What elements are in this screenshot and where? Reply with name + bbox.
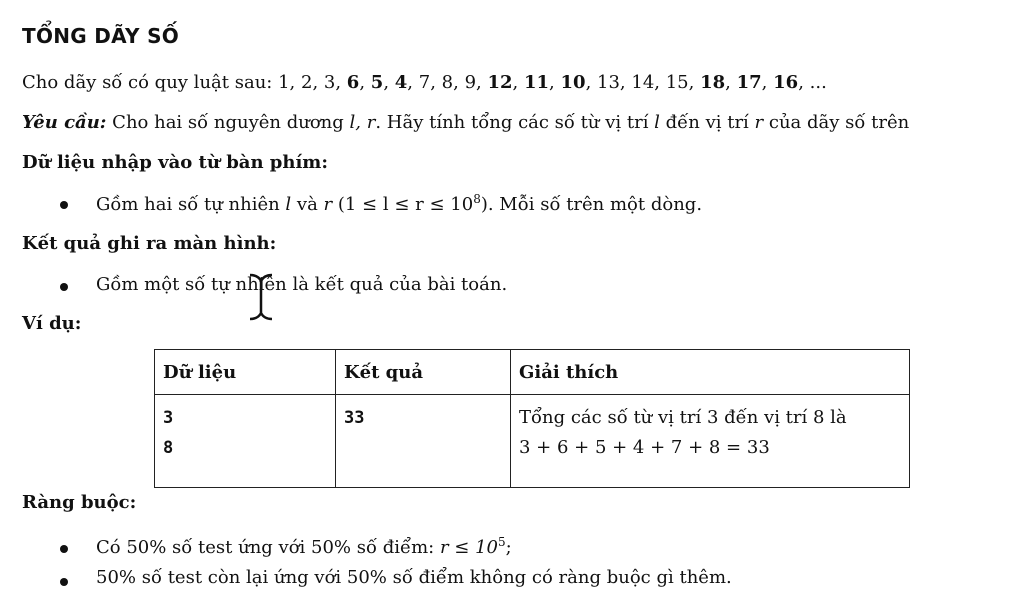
sequence-separator: , [619, 72, 632, 93]
sequence-number: 6 [346, 72, 360, 93]
bullet-dot [60, 545, 68, 553]
input-line: 3 [163, 408, 174, 428]
header-explain: Giải thích [511, 350, 910, 395]
constraints-heading: Ràng buộc: [22, 492, 137, 513]
requirement-text: Cho hai số nguyên dương [106, 112, 350, 133]
explain-math: 3 + 6 + 5 + 4 + 7 + 8 = 33 [519, 437, 770, 458]
bullet-dot [60, 201, 68, 209]
bullet-dot [60, 578, 68, 586]
input-var-l: l [285, 194, 292, 215]
cell-explain [511, 395, 910, 488]
requirement-var-r: r [754, 112, 764, 133]
header-input: Dữ liệu [155, 350, 336, 395]
table-header-row [155, 350, 910, 395]
sequence-separator: , [335, 72, 347, 93]
sequence-number: 14 [631, 72, 655, 93]
sequence-number: 18 [700, 72, 726, 93]
example-heading: Ví dụ: [22, 313, 82, 334]
constraint-text: ; [505, 537, 512, 558]
sequence-separator: , [761, 72, 774, 93]
sequence-number: 17 [736, 72, 762, 93]
sequence-separator: , [725, 72, 737, 93]
table-row [155, 395, 910, 488]
sequence-number: 2 [300, 72, 313, 93]
sequence-number: 10 [560, 72, 586, 93]
sequence-separator: , [289, 72, 301, 93]
input-text: và [291, 194, 324, 215]
sequence-number: 11 [523, 72, 550, 93]
input-constraint: (1 ≤ l ≤ r ≤ 10 [332, 194, 474, 215]
requirement-text: . Hãy tính tổng các số từ vị trí [375, 112, 655, 133]
intro-suffix: , ... [798, 72, 827, 93]
constraint-text: Có 50% số test ứng với 50% số điểm: [96, 537, 440, 558]
input-line: 8 [163, 438, 174, 458]
constraint-item-2: 50% số test còn lại ứng với 50% số điểm không có ràng buộc gì thêm. [96, 567, 732, 588]
sequence-separator: , [407, 72, 419, 93]
constraint-item-1 [96, 535, 512, 558]
sequence-number: 8 [441, 72, 454, 93]
explain-line: Tổng các số từ vị trí 3 đến vị trí 8 là [519, 407, 847, 428]
page-title: TỔNG DÃY SỐ [22, 24, 180, 48]
requirement-label: Yêu cầu: [22, 112, 107, 133]
cell-result: 33 [336, 395, 511, 488]
intro-prefix: Cho dãy số có quy luật sau: [22, 72, 279, 93]
input-text: ). Mỗi số trên một dòng. [480, 194, 703, 215]
requirement-line [22, 112, 909, 133]
sequence-separator: , [476, 72, 488, 93]
requirement-text: của dãy số trên [763, 112, 910, 133]
example-table [154, 349, 910, 488]
sequence-separator: , [512, 72, 524, 93]
sequence-number: 9 [464, 72, 477, 93]
sequence-number: 1 [278, 72, 290, 93]
sequence-separator: , [453, 72, 465, 93]
constraint-math: r ≤ 10 [439, 537, 498, 558]
intro-line [22, 72, 827, 93]
input-text: Gồm hai số tự nhiên [96, 194, 286, 215]
sequence [278, 72, 798, 93]
sequence-number: 12 [487, 72, 513, 93]
sequence-separator: , [430, 72, 442, 93]
sequence-separator: , [654, 72, 666, 93]
cell-input [155, 395, 336, 488]
sequence-separator: , [312, 72, 324, 93]
sequence-separator: , [383, 72, 395, 93]
sequence-separator: , [585, 72, 598, 93]
sequence-number: 3 [323, 72, 336, 93]
requirement-vars: l, r [349, 112, 376, 133]
constraint-exponent: 5 [497, 535, 506, 549]
text-cursor-icon [248, 272, 274, 322]
requirement-text: đến vị trí [659, 112, 755, 133]
sequence-number: 5 [370, 72, 384, 93]
sequence-separator: , [549, 72, 561, 93]
input-heading: Dữ liệu nhập vào từ bàn phím: [22, 152, 328, 173]
sequence-number: 15 [665, 72, 689, 93]
output-heading: Kết quả ghi ra màn hình: [22, 233, 277, 254]
sequence-number: 4 [394, 72, 408, 93]
header-result: Kết quả [336, 350, 511, 395]
input-exponent: 8 [473, 192, 481, 206]
input-var-r: r [323, 194, 333, 215]
input-bullet [96, 192, 702, 215]
sequence-number: 13 [597, 72, 620, 93]
sequence-separator: , [359, 72, 371, 93]
sequence-number: 16 [773, 72, 799, 93]
output-bullet: Gồm một số tự nhiên là kết quả của bài toán. [96, 274, 508, 295]
requirement-var-l: l [654, 112, 660, 133]
bullet-dot [60, 283, 68, 291]
sequence-separator: , [688, 72, 701, 93]
sequence-number: 7 [418, 72, 431, 93]
